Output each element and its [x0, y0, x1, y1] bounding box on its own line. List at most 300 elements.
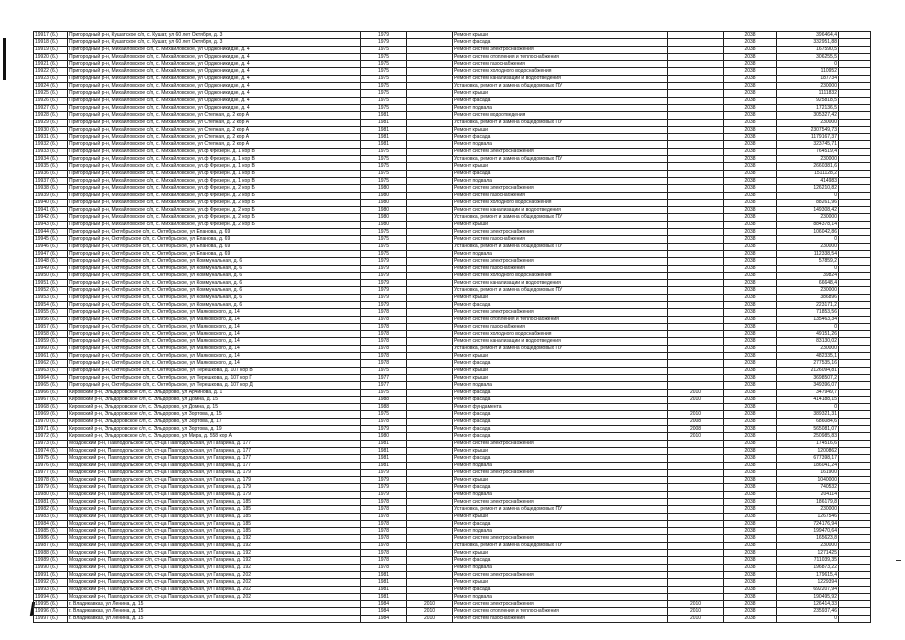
- work-type-cell: Ремонт систем канализации и водоотведения: [453, 207, 668, 214]
- cost-cell: 126210,82: [777, 185, 839, 192]
- table-row: [34, 323, 871, 330]
- work-type-cell: Ремонт подвала: [453, 104, 668, 111]
- last-repair-year-cell: [407, 229, 453, 236]
- build-year-cell: 1978: [361, 513, 407, 520]
- planned-year-cell: 2038: [724, 185, 777, 192]
- empty-cell: [839, 484, 871, 491]
- empty-cell: [839, 75, 871, 82]
- last-repair-year-cell: [407, 418, 453, 425]
- work-type-cell: Ремонт систем электроснабжения: [453, 46, 668, 53]
- build-year-cell: 1980: [361, 214, 407, 221]
- address-cell: Пригородный р-н, Михайловское с/п, с. Михайловское, ул.ф Фрезерн. д. 2 кор Б: [68, 207, 361, 214]
- table-row: [34, 396, 871, 403]
- build-year-cell: 1978: [361, 353, 407, 360]
- row-id-cell: 19953 (6.): [34, 294, 68, 301]
- last-repair-year-cell: [407, 207, 453, 214]
- planned-year-cell: 2038: [724, 163, 777, 170]
- last-repair-year-cell: [407, 83, 453, 90]
- last-repair-year-cell: [407, 104, 453, 111]
- table-row: [34, 520, 871, 527]
- row-id-cell: 19952 (6.): [34, 287, 68, 294]
- table-row: [34, 418, 871, 425]
- build-year-cell: 1977: [361, 374, 407, 381]
- table-row: [34, 586, 871, 593]
- row-id-cell: 19981 (6.): [34, 499, 68, 506]
- address-cell: Пригородный р-н, Михайловское с/п, с. Михайловское, ул Орджоникидзе, д. 4: [68, 75, 361, 82]
- empty-cell: [839, 396, 871, 403]
- work-type-cell: Ремонт подвала: [453, 564, 668, 571]
- build-year-cell: 1975: [361, 170, 407, 177]
- work-type-cell: Ремонт крыши: [453, 374, 668, 381]
- planned-year-cell: 2038: [724, 112, 777, 119]
- empty-cell: [839, 535, 871, 542]
- work-type-cell: Ремонт крыши: [453, 353, 668, 360]
- table-row: [34, 53, 871, 60]
- table-row: [34, 141, 871, 148]
- empty-cell: [839, 571, 871, 578]
- prior-repair-year-cell: [668, 46, 724, 53]
- row-id-cell: 19994 (6.): [34, 593, 68, 600]
- last-repair-year-cell: [407, 258, 453, 265]
- work-type-cell: Ремонт крыши: [453, 90, 668, 97]
- cost-cell: 2660381,6: [777, 163, 839, 170]
- work-type-cell: Ремонт систем газоснабжения: [453, 323, 668, 330]
- work-type-cell: Установка, ремонт и замена общедомовых ПУ: [453, 287, 668, 294]
- row-id-cell: 19993 (6.): [34, 586, 68, 593]
- prior-repair-year-cell: 2008: [668, 418, 724, 425]
- work-type-cell: Ремонт систем электроснабжения: [453, 440, 668, 447]
- work-type-cell: Ремонт систем отопления и теплоснабжения: [453, 53, 668, 60]
- work-type-cell: Ремонт подвала: [453, 382, 668, 389]
- table-row: [34, 426, 871, 433]
- empty-cell: [839, 112, 871, 119]
- table-row: [34, 564, 871, 571]
- cost-cell: 230000: [777, 156, 839, 163]
- cost-cell: 0: [777, 404, 839, 411]
- planned-year-cell: 2038: [724, 550, 777, 557]
- cost-cell: 1271425: [777, 550, 839, 557]
- row-id-cell: 19959 (6.): [34, 338, 68, 345]
- planned-year-cell: 2038: [724, 75, 777, 82]
- prior-repair-year-cell: [668, 39, 724, 46]
- table-row: [34, 316, 871, 323]
- planned-year-cell: 2038: [724, 250, 777, 257]
- empty-cell: [839, 141, 871, 148]
- work-type-cell: Ремонт крыши: [453, 477, 668, 484]
- last-repair-year-cell: [407, 579, 453, 586]
- table-row: [34, 39, 871, 46]
- work-type-cell: Ремонт систем отопления и теплоснабжения: [453, 608, 668, 615]
- work-type-cell: Ремонт систем электроснабжения: [453, 601, 668, 608]
- build-year-cell: 1975: [361, 90, 407, 97]
- cost-cell: 190495,92: [777, 593, 839, 600]
- row-id-cell: 19957 (6.): [34, 323, 68, 330]
- prior-repair-year-cell: [668, 119, 724, 126]
- last-repair-year-cell: [407, 484, 453, 491]
- row-id-cell: 19928 (6.): [34, 112, 68, 119]
- build-year-cell: 1975: [361, 97, 407, 104]
- planned-year-cell: 2038: [724, 455, 777, 462]
- empty-cell: [839, 382, 871, 389]
- address-cell: Моздокский р-н, Павлодольское с/п, ст-ца Павлодольская, ул Гагарина, д. 202: [68, 586, 361, 593]
- work-type-cell: Ремонт фасада: [453, 301, 668, 308]
- table-row: [34, 542, 871, 549]
- empty-cell: [839, 316, 871, 323]
- work-type-cell: Ремонт крыши: [453, 294, 668, 301]
- cost-cell: 196873,22: [777, 564, 839, 571]
- work-type-cell: Ремонт фасада: [453, 360, 668, 367]
- last-repair-year-cell: 2010: [407, 608, 453, 615]
- planned-year-cell: 2038: [724, 243, 777, 250]
- build-year-cell: 1977: [361, 382, 407, 389]
- last-repair-year-cell: [407, 528, 453, 535]
- planned-year-cell: 2038: [724, 236, 777, 243]
- last-repair-year-cell: [407, 433, 453, 440]
- empty-cell: [839, 491, 871, 498]
- planned-year-cell: 2038: [724, 484, 777, 491]
- prior-repair-year-cell: [668, 309, 724, 316]
- cost-cell: 110952: [777, 68, 839, 75]
- row-id-cell: 19989 (6.): [34, 557, 68, 564]
- build-year-cell: 1978: [361, 338, 407, 345]
- prior-repair-year-cell: [668, 469, 724, 476]
- address-cell: Кировский р-н, Эльдоровское с/п, с. Эльдорово, ул Зортова, д. 19: [68, 426, 361, 433]
- planned-year-cell: 2038: [724, 520, 777, 527]
- row-id-cell: 19947 (6.): [34, 250, 68, 257]
- work-type-cell: Ремонт фасада: [453, 557, 668, 564]
- planned-year-cell: 2038: [724, 440, 777, 447]
- table-row: [34, 280, 871, 287]
- work-type-cell: Ремонт крыши: [453, 126, 668, 133]
- planned-year-cell: 2038: [724, 68, 777, 75]
- empty-cell: [839, 207, 871, 214]
- cost-cell: 711039,35: [777, 557, 839, 564]
- address-cell: Моздокский р-н, Павлодольское с/п, ст-ца Павлодольская, ул Гагарина, д. 177: [68, 440, 361, 447]
- planned-year-cell: 2038: [724, 97, 777, 104]
- cost-cell: 396464,4: [777, 32, 839, 39]
- build-year-cell: 1975: [361, 53, 407, 60]
- address-cell: Моздокский р-н, Павлодольское с/п, ст-ца Павлодольская, ул Гагарина, д. 179: [68, 491, 361, 498]
- table-row: [34, 513, 871, 520]
- prior-repair-year-cell: [668, 353, 724, 360]
- cost-cell: 66648,4: [777, 280, 839, 287]
- row-id-cell: 19931 (6.): [34, 134, 68, 141]
- address-cell: Пригородный р-н, Михайловское с/п, с. Михайловское, ул Орджоникидзе, д. 4: [68, 53, 361, 60]
- address-cell: Моздокский р-н, Павлодольское с/п, ст-ца Павлодольская, ул Гагарина, д. 192: [68, 564, 361, 571]
- last-repair-year-cell: [407, 250, 453, 257]
- last-repair-year-cell: [407, 53, 453, 60]
- last-repair-year-cell: [407, 97, 453, 104]
- work-type-cell: Ремонт систем холодного водоснабжения: [453, 199, 668, 206]
- table-row: [34, 185, 871, 192]
- build-year-cell: 1978: [361, 331, 407, 338]
- planned-year-cell: 2038: [724, 221, 777, 228]
- prior-repair-year-cell: [668, 528, 724, 535]
- empty-cell: [839, 199, 871, 206]
- cost-cell: 230000: [777, 542, 839, 549]
- build-year-cell: 1975: [361, 156, 407, 163]
- build-year-cell: 1975: [361, 75, 407, 82]
- prior-repair-year-cell: [668, 75, 724, 82]
- row-id-cell: 19939 (6.): [34, 192, 68, 199]
- row-id-cell: 19990 (6.): [34, 564, 68, 571]
- address-cell: Пригородный р-н, Михайловское с/п, с. Михайловское, ул.ф Фрезерн. д. 2 кор Б: [68, 199, 361, 206]
- row-id-cell: 19984 (6.): [34, 520, 68, 527]
- row-id-cell: 19995 (6.): [34, 601, 68, 608]
- table-row: [34, 61, 871, 68]
- planned-year-cell: 2038: [724, 61, 777, 68]
- planned-year-cell: 2038: [724, 557, 777, 564]
- work-type-cell: Установка, ремонт и замена общедомовых ПУ: [453, 214, 668, 221]
- prior-repair-year-cell: [668, 236, 724, 243]
- empty-cell: [839, 126, 871, 133]
- build-year-cell: 1979: [361, 272, 407, 279]
- planned-year-cell: 2038: [724, 404, 777, 411]
- planned-year-cell: 2038: [724, 426, 777, 433]
- address-cell: Пригородный р-н, Октябрьское с/п, с. Октябрьское, ул Терешкова, д. 107 кор В: [68, 367, 361, 374]
- prior-repair-year-cell: [668, 163, 724, 170]
- empty-cell: [839, 557, 871, 564]
- work-type-cell: Ремонт систем холодного водоснабжения: [453, 272, 668, 279]
- row-id-cell: 19938 (6.): [34, 185, 68, 192]
- work-type-cell: Ремонт фасада: [453, 134, 668, 141]
- build-year-cell: 1978: [361, 542, 407, 549]
- prior-repair-year-cell: [668, 367, 724, 374]
- last-repair-year-cell: [407, 367, 453, 374]
- cost-cell: 323745,71: [777, 141, 839, 148]
- planned-year-cell: 2038: [724, 469, 777, 476]
- empty-cell: [839, 455, 871, 462]
- address-cell: Пригородный р-н, Кушатское с/п, с. Кушат, ул 60 лет Октября, д. 3: [68, 32, 361, 39]
- row-id-cell: 19944 (6.): [34, 229, 68, 236]
- prior-repair-year-cell: [668, 593, 724, 600]
- prior-repair-year-cell: [668, 477, 724, 484]
- row-id-cell: 19956 (6.): [34, 316, 68, 323]
- planned-year-cell: 2038: [724, 353, 777, 360]
- planned-year-cell: 2038: [724, 53, 777, 60]
- address-cell: Моздокский р-н, Павлодольское с/п, ст-ца Павлодольская, ул Гагарина, д. 192: [68, 557, 361, 564]
- empty-cell: [839, 593, 871, 600]
- work-type-cell: Ремонт фасада: [453, 520, 668, 527]
- address-cell: Пригородный р-н, Октябрьское с/п, с. Октябрьское, ул Коммунальная, д. 6: [68, 280, 361, 287]
- prior-repair-year-cell: [668, 170, 724, 177]
- empty-cell: [839, 338, 871, 345]
- row-id-cell: 19943 (6.): [34, 221, 68, 228]
- table-row: [34, 83, 871, 90]
- row-id-cell: 19973 (6.): [34, 440, 68, 447]
- prior-repair-year-cell: [668, 97, 724, 104]
- last-repair-year-cell: [407, 469, 453, 476]
- prior-repair-year-cell: 2008: [668, 426, 724, 433]
- planned-year-cell: 2038: [724, 46, 777, 53]
- table-row: [34, 112, 871, 119]
- row-id-cell: 19925 (6.): [34, 90, 68, 97]
- empty-cell: [839, 477, 871, 484]
- empty-cell: [839, 104, 871, 111]
- build-year-cell: 1975: [361, 243, 407, 250]
- table-row: [34, 528, 871, 535]
- prior-repair-year-cell: [668, 265, 724, 272]
- last-repair-year-cell: [407, 404, 453, 411]
- planned-year-cell: 2038: [724, 119, 777, 126]
- cost-cell: 230000: [777, 243, 839, 250]
- last-repair-year-cell: [407, 214, 453, 221]
- table-row: [34, 258, 871, 265]
- cost-cell: 692207,94: [777, 586, 839, 593]
- last-repair-year-cell: [407, 571, 453, 578]
- table-row: [34, 32, 871, 39]
- empty-cell: [839, 163, 871, 170]
- empty-cell: [839, 185, 871, 192]
- cost-cell: 199470,64: [777, 528, 839, 535]
- row-id-cell: 19987 (6.): [34, 542, 68, 549]
- cost-cell: 0: [777, 615, 839, 622]
- table-row: [34, 338, 871, 345]
- repair-schedule-table: [33, 31, 871, 623]
- planned-year-cell: 2038: [724, 615, 777, 622]
- row-id-cell: 19966 (6.): [34, 389, 68, 396]
- cost-cell: 332951,88: [777, 39, 839, 46]
- prior-repair-year-cell: [668, 112, 724, 119]
- planned-year-cell: 2038: [724, 156, 777, 163]
- empty-cell: [839, 528, 871, 535]
- address-cell: Моздокский р-н, Павлодольское с/п, ст-ца Павлодольская, ул Гагарина, д. 192: [68, 535, 361, 542]
- address-cell: Моздокский р-н, Павлодольское с/п, ст-ца Павлодольская, ул Гагарина, д. 179: [68, 484, 361, 491]
- empty-cell: [839, 250, 871, 257]
- planned-year-cell: 2038: [724, 360, 777, 367]
- table-row: [34, 229, 871, 236]
- table-row: [34, 90, 871, 97]
- address-cell: Моздокский р-н, Павлодольское с/п, ст-ца Павлодольская, ул Гагарина, д. 192: [68, 542, 361, 549]
- planned-year-cell: 2038: [724, 323, 777, 330]
- cost-cell: 1040000: [777, 477, 839, 484]
- last-repair-year-cell: [407, 32, 453, 39]
- row-id-cell: 19978 (6.): [34, 477, 68, 484]
- address-cell: Моздокский р-н, Павлодольское с/п, ст-ца Павлодольская, ул Гагарина, д. 185: [68, 506, 361, 513]
- prior-repair-year-cell: [668, 141, 724, 148]
- cost-cell: 1229394: [777, 579, 839, 586]
- prior-repair-year-cell: [668, 192, 724, 199]
- row-id-cell: 19985 (6.): [34, 528, 68, 535]
- table-row: [34, 455, 871, 462]
- address-cell: Пригородный р-н, Михайловское с/п, с. Михайловское, ул Орджоникидзе, д. 4: [68, 104, 361, 111]
- build-year-cell: 1979: [361, 301, 407, 308]
- empty-cell: [839, 214, 871, 221]
- empty-cell: [839, 221, 871, 228]
- last-repair-year-cell: [407, 243, 453, 250]
- work-type-cell: Ремонт фасада: [453, 418, 668, 425]
- last-repair-year-cell: [407, 382, 453, 389]
- row-id-cell: 19988 (6.): [34, 550, 68, 557]
- table-row: [34, 484, 871, 491]
- work-type-cell: Ремонт фасада: [453, 170, 668, 177]
- empty-cell: [839, 608, 871, 615]
- planned-year-cell: 2038: [724, 571, 777, 578]
- empty-cell: [839, 119, 871, 126]
- last-repair-year-cell: [407, 294, 453, 301]
- address-cell: Пригородный р-н, Октябрьское с/п, с. Октябрьское, ул Маяковского, д. 14: [68, 309, 361, 316]
- address-cell: Пригородный р-н, Михайловское с/п, с. Михайловское, ул Степная, д. 2 кор А: [68, 134, 361, 141]
- table-row: [34, 353, 871, 360]
- last-repair-year-cell: [407, 192, 453, 199]
- table-row: [34, 469, 871, 476]
- empty-cell: [839, 564, 871, 571]
- build-year-cell: 1978: [361, 316, 407, 323]
- last-repair-year-cell: [407, 345, 453, 352]
- last-repair-year-cell: 2010: [407, 601, 453, 608]
- empty-cell: [839, 83, 871, 90]
- planned-year-cell: 2038: [724, 396, 777, 403]
- prior-repair-year-cell: [668, 221, 724, 228]
- planned-year-cell: 2038: [724, 564, 777, 571]
- build-year-cell: 1975: [361, 250, 407, 257]
- prior-repair-year-cell: [668, 579, 724, 586]
- build-year-cell: 1978: [361, 550, 407, 557]
- last-repair-year-cell: [407, 593, 453, 600]
- last-repair-year-cell: [407, 272, 453, 279]
- last-repair-year-cell: [407, 126, 453, 133]
- build-year-cell: 1979: [361, 258, 407, 265]
- empty-cell: [839, 53, 871, 60]
- prior-repair-year-cell: [668, 68, 724, 75]
- planned-year-cell: 2038: [724, 192, 777, 199]
- planned-year-cell: 2038: [724, 134, 777, 141]
- last-repair-year-cell: [407, 280, 453, 287]
- work-type-cell: Ремонт подвала: [453, 177, 668, 184]
- row-id-cell: 19949 (6.): [34, 265, 68, 272]
- cost-cell: 230000: [777, 345, 839, 352]
- work-type-cell: Установка, ремонт и замена общедомовых ПУ: [453, 345, 668, 352]
- row-id-cell: 19946 (6.): [34, 243, 68, 250]
- planned-year-cell: 2038: [724, 601, 777, 608]
- work-type-cell: Ремонт фасада: [453, 586, 668, 593]
- address-cell: Моздокский р-н, Павлодольское с/п, ст-ца Павлодольская, ул Гагарина, д. 192: [68, 550, 361, 557]
- cost-cell: 174516,6: [777, 440, 839, 447]
- row-id-cell: 19991 (6.): [34, 571, 68, 578]
- build-year-cell: 1978: [361, 520, 407, 527]
- build-year-cell: 1979: [361, 469, 407, 476]
- cost-cell: 306255,5: [777, 53, 839, 60]
- planned-year-cell: 2038: [724, 199, 777, 206]
- address-cell: Моздокский р-н, Павлодольское с/п, ст-ца Павлодольская, ул Гагарина, д. 177: [68, 462, 361, 469]
- address-cell: Кировский р-н, Эльдоровское с/п, с. Эльдорово, ул Зортова, д. 17: [68, 418, 361, 425]
- address-cell: Моздокский р-н, Павлодольское с/п, ст-ца Павлодольская, ул Гагарина, д. 185: [68, 520, 361, 527]
- cost-cell: 414188,15: [777, 396, 839, 403]
- work-type-cell: Ремонт систем газоснабжения: [453, 61, 668, 68]
- build-year-cell: 1978: [361, 499, 407, 506]
- address-cell: Пригородный р-н, Михайловское с/п, с. Михайловское, ул.ф Фрезерн. д. 1 кор В: [68, 163, 361, 170]
- cost-cell: 386896: [777, 294, 839, 301]
- row-id-cell: 19980 (6.): [34, 491, 68, 498]
- prior-repair-year-cell: [668, 316, 724, 323]
- planned-year-cell: 2038: [724, 389, 777, 396]
- address-cell: Пригородный р-н, Михайловское с/п, с. Михайловское, ул Орджоникидзе, д. 4: [68, 61, 361, 68]
- table-row: [34, 462, 871, 469]
- address-cell: Пригородный р-н, Октябрьское с/п, с. Октябрьское, ул Маяковского, д. 14: [68, 323, 361, 330]
- work-type-cell: Ремонт крыши: [453, 513, 668, 520]
- last-repair-year-cell: [407, 119, 453, 126]
- row-id-cell: 19933 (6.): [34, 148, 68, 155]
- prior-repair-year-cell: [668, 462, 724, 469]
- planned-year-cell: 2038: [724, 411, 777, 418]
- planned-year-cell: 2038: [724, 294, 777, 301]
- prior-repair-year-cell: [668, 338, 724, 345]
- row-id-cell: 19963 (6.): [34, 367, 68, 374]
- last-repair-year-cell: [407, 535, 453, 542]
- prior-repair-year-cell: 2010: [668, 411, 724, 418]
- last-repair-year-cell: [407, 46, 453, 53]
- work-type-cell: Ремонт крыши: [453, 32, 668, 39]
